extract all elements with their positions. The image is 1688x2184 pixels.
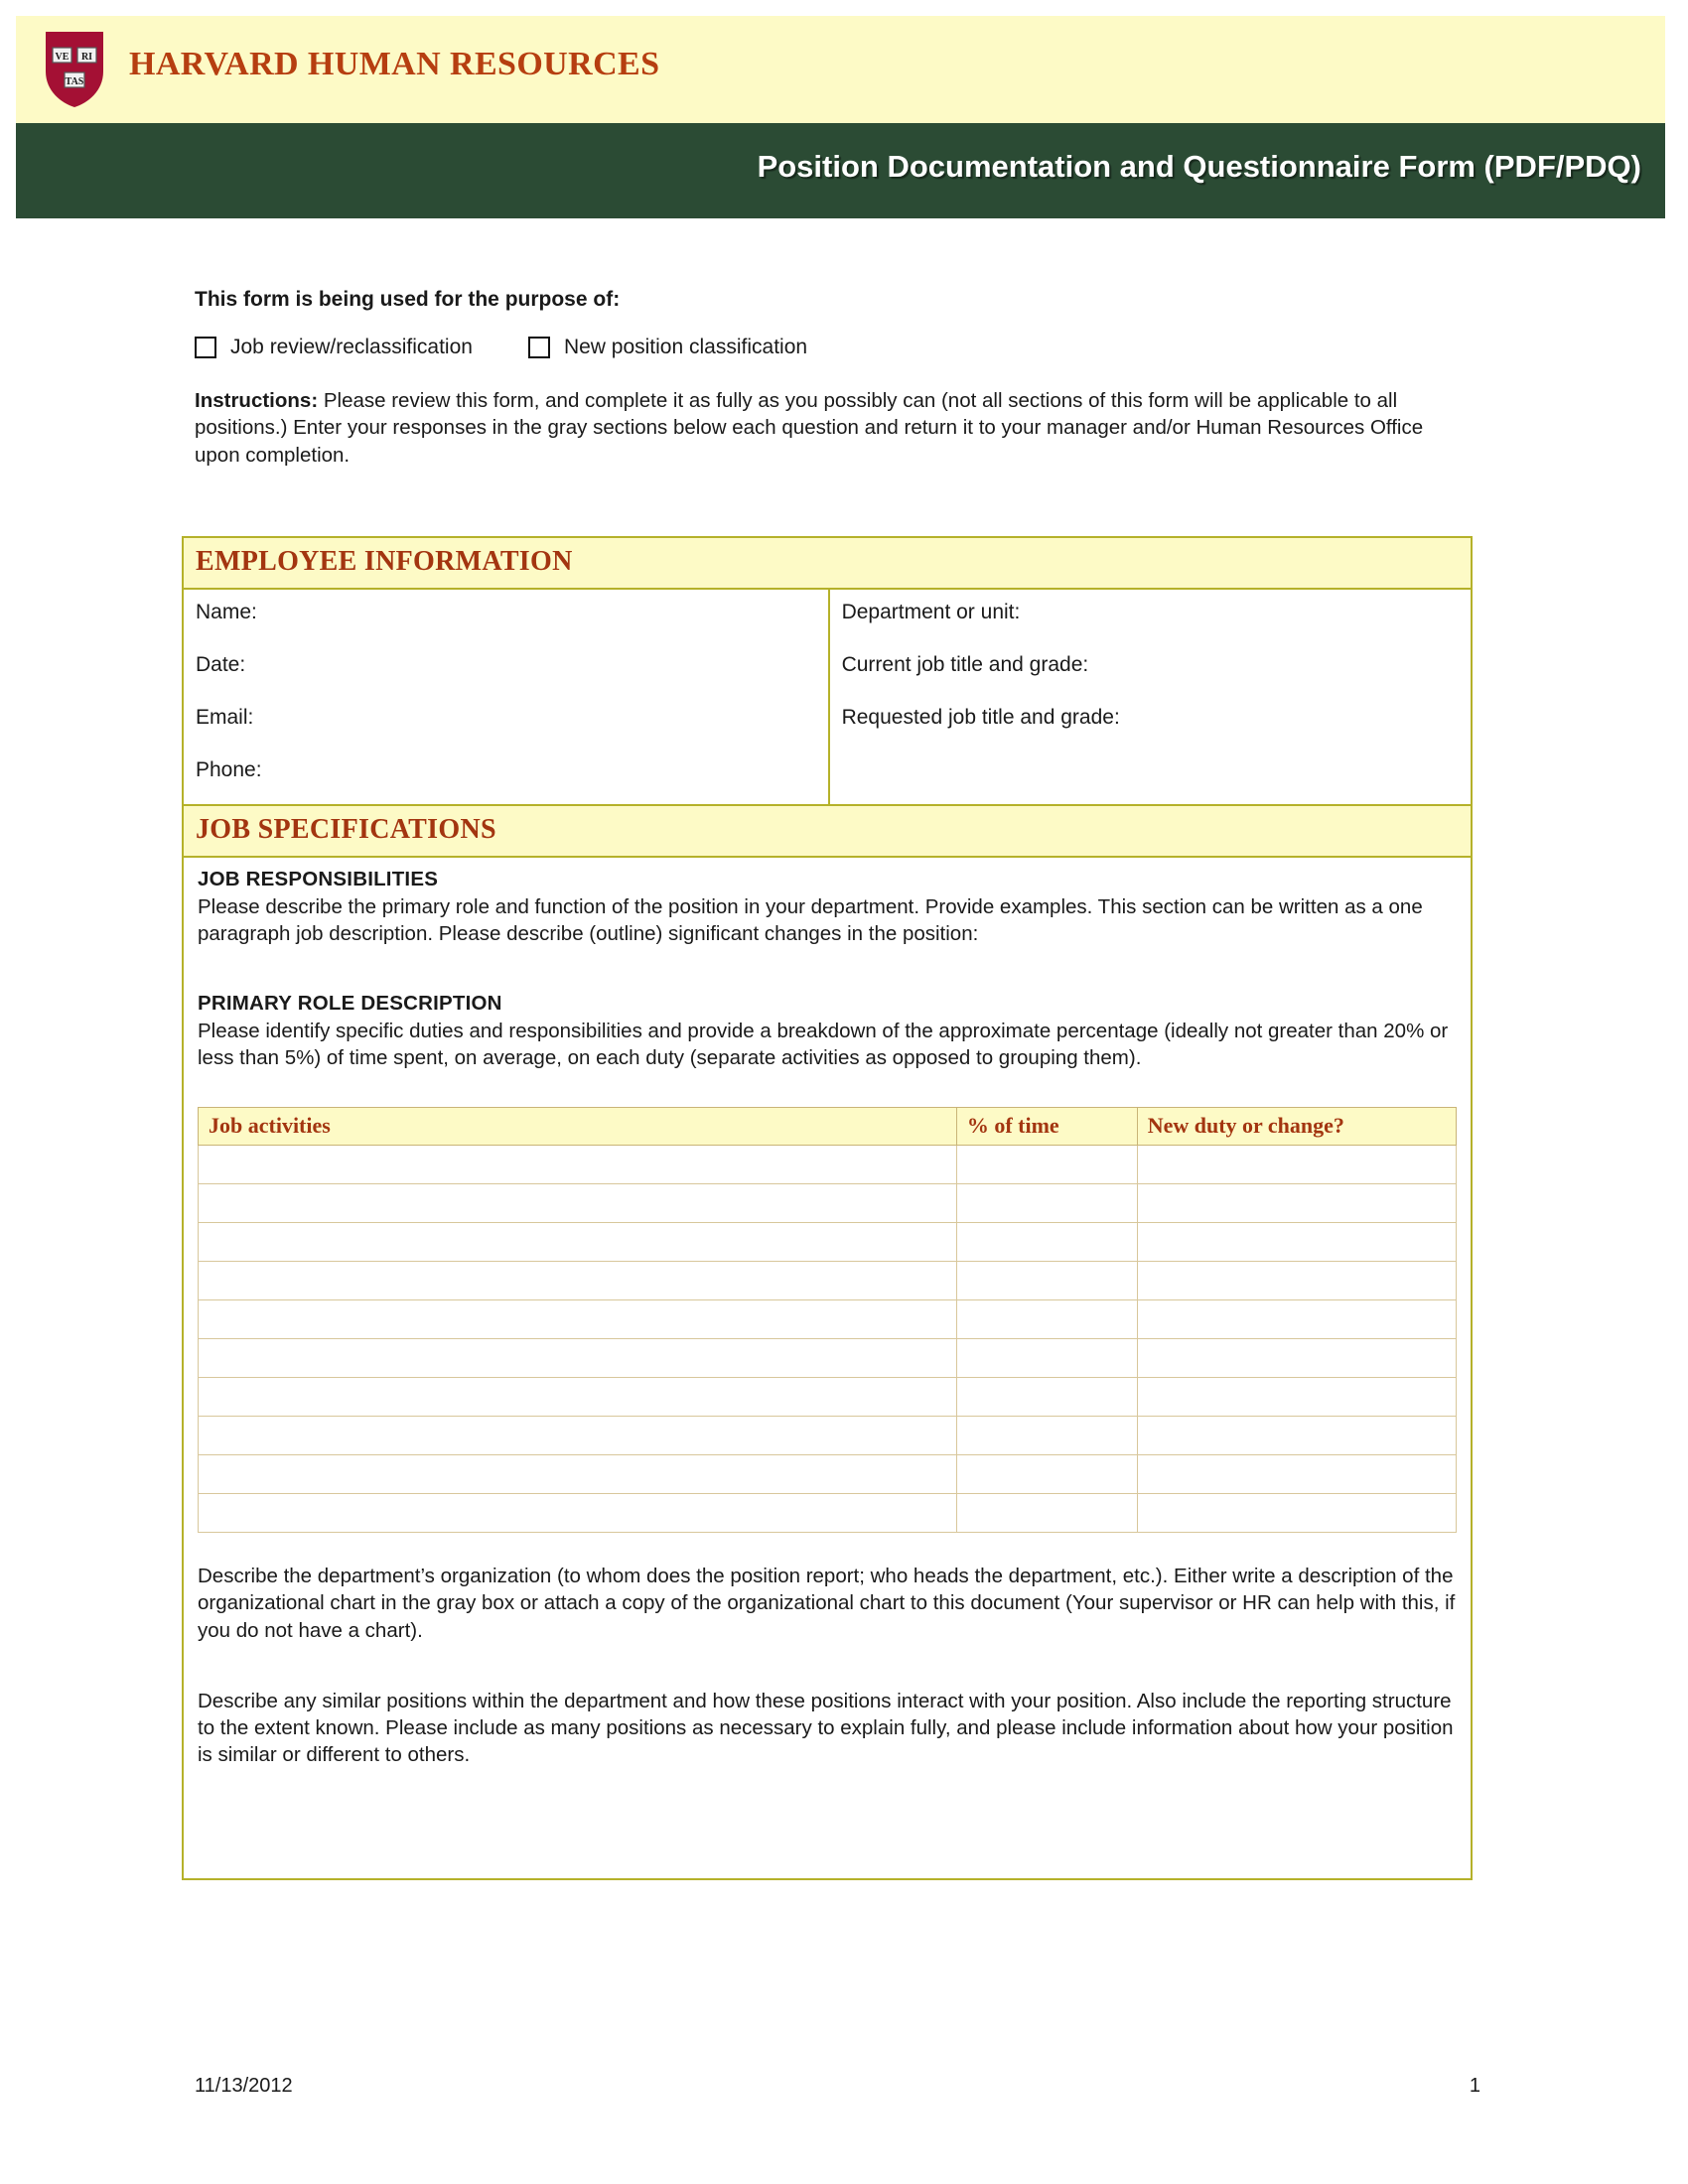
cell-percent-of-time[interactable] [956,1417,1137,1455]
text-primary-role-description: Please identify specific duties and responsibilities and provide a breakdown of the approximate percentage (ideally not greater than 20% or less than 5%) of time spent, on average, on each duty (separate activities as opposed to grouping them). [198,1019,1449,1069]
spacer [198,948,1457,992]
field-email[interactable]: Email: [196,706,254,729]
cell-job-activity[interactable] [199,1417,957,1455]
header-logo-band [16,16,1665,123]
instructions-label: Instructions: [195,389,319,412]
cell-job-activity[interactable] [199,1223,957,1262]
table-header-row [199,1108,1457,1146]
table-row [199,1300,1457,1339]
svg-text:VE: VE [55,52,70,63]
table-row [199,1378,1457,1417]
cell-new-duty-or-change[interactable] [1137,1184,1456,1223]
cell-percent-of-time[interactable] [956,1223,1137,1262]
field-date[interactable]: Date: [196,653,246,676]
cell-new-duty-or-change[interactable] [1137,1494,1456,1533]
table-row [199,1494,1457,1533]
cell-job-activity[interactable] [199,1184,957,1223]
job-activities-table [198,1107,1457,1533]
document-body-box [182,536,1473,1880]
purpose-checkbox-row [195,336,1436,359]
table-row [199,1184,1457,1223]
field-name[interactable]: Name: [196,601,257,623]
cell-job-activity[interactable] [199,1378,957,1417]
table-row [199,1455,1457,1494]
employee-information-grid [184,590,1471,806]
organization-title: HARVARD HUMAN RESOURCES [129,46,660,82]
table-row [199,1417,1457,1455]
cell-new-duty-or-change[interactable] [1137,1262,1456,1300]
cell-new-duty-or-change[interactable] [1137,1223,1456,1262]
cell-job-activity[interactable] [199,1262,957,1300]
job-activities-table-body [199,1146,1457,1533]
checkbox-label-new-position: New position classification [563,336,808,358]
spacer [198,1644,1457,1688]
footer-page-number: 1 [1469,2075,1480,2097]
text-job-responsibilities: Please describe the primary role and function of the position in your department. Provide examples. This section can be written as a one paragraph job description. Please describe (outline) significant changes in the position: [198,895,1423,946]
cell-new-duty-or-change[interactable] [1137,1339,1456,1378]
column-header-job-activities: Job activities [199,1108,957,1146]
subheading-job-responsibilities: JOB RESPONSIBILITIES [198,868,439,890]
cell-new-duty-or-change[interactable] [1137,1300,1456,1339]
table-row [199,1223,1457,1262]
svg-text:TAS: TAS [65,76,84,87]
svg-text:RI: RI [80,52,93,63]
page-footer [195,2075,1480,2098]
cell-new-duty-or-change[interactable] [1137,1146,1456,1184]
spacer [198,1533,1457,1563]
cell-percent-of-time[interactable] [956,1262,1137,1300]
text-similar-positions: Describe any similar positions within the department and how these positions interact with your position. Also include the reporting structure to the extent known. Please include as many positions as necessary to explain fully, and please include information about how your position is similar or different to others. [198,1689,1454,1767]
field-requested-job-title-and-grade[interactable]: Requested job title and grade: [841,706,1120,729]
field-phone[interactable]: Phone: [196,758,262,781]
section-header-employee-information: EMPLOYEE INFORMATION [184,538,1471,590]
table-row [199,1339,1457,1378]
cell-job-activity[interactable] [199,1455,957,1494]
instructions-paragraph [195,387,1436,469]
cell-job-activity[interactable] [199,1494,957,1533]
cell-percent-of-time[interactable] [956,1378,1137,1417]
cell-new-duty-or-change[interactable] [1137,1378,1456,1417]
checkbox-job-review[interactable] [195,337,216,358]
column-header-new-duty-or-change: New duty or change? [1137,1108,1456,1146]
harvard-shield-icon [44,30,105,109]
cell-percent-of-time[interactable] [956,1300,1137,1339]
cell-percent-of-time[interactable] [956,1339,1137,1378]
instructions-text: Please review this form, and complete it as fully as you possibly can (not all sections of this form will be applicable to all positions.) Enter your responses in the gray sections below each question and return it to your manager and/or Human Resources Office upon completion. [195,389,1424,467]
field-current-job-title-and-grade[interactable]: Current job title and grade: [841,653,1089,676]
cell-percent-of-time[interactable] [956,1184,1137,1223]
spacer [198,1071,1457,1101]
cell-job-activity[interactable] [199,1146,957,1184]
cell-job-activity[interactable] [199,1300,957,1339]
purpose-label: This form is being used for the purpose of: [195,288,621,311]
response-area[interactable] [198,1769,1457,1878]
table-row [199,1146,1457,1184]
employee-info-right-column [830,590,1471,804]
text-organization-description: Describe the department’s organization (to whom does the position report; who heads the department, etc.). Either write a description of the organizational chart in the gray box or attach a copy of the organizational chart to this document (Your supervisor or HR can help with this, if you do not have a chart). [198,1565,1456,1642]
page-title: Position Documentation and Questionnaire Form (PDF/PDQ) [757,149,1641,184]
footer-date: 11/13/2012 [195,2075,293,2097]
cell-percent-of-time[interactable] [956,1494,1137,1533]
form-title-band [16,123,1665,218]
field-department-or-unit[interactable]: Department or unit: [841,601,1021,623]
checkbox-new-position[interactable] [528,337,550,358]
column-header-percent-of-time: % of time [956,1108,1137,1146]
cell-percent-of-time[interactable] [956,1146,1137,1184]
job-specifications-body [184,858,1471,1878]
cell-job-activity[interactable] [199,1339,957,1378]
section-header-job-specifications: JOB SPECIFICATIONS [184,806,1471,858]
checkbox-label-job-review: Job review/reclassification [230,336,473,358]
table-row [199,1262,1457,1300]
intro-section [195,288,1436,469]
cell-new-duty-or-change[interactable] [1137,1417,1456,1455]
cell-percent-of-time[interactable] [956,1455,1137,1494]
cell-new-duty-or-change[interactable] [1137,1455,1456,1494]
subheading-primary-role-description: PRIMARY ROLE DESCRIPTION [198,991,502,1015]
employee-info-left-column [184,590,830,804]
